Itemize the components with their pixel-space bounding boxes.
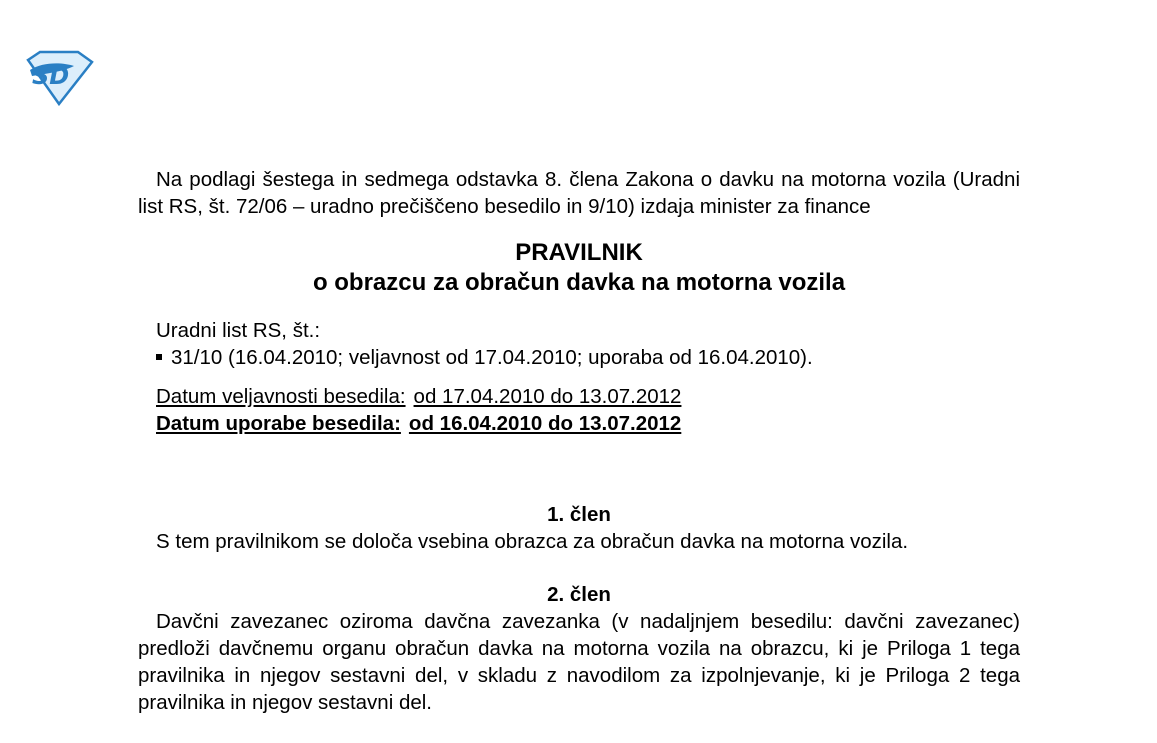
gazette-item bbox=[156, 344, 1020, 371]
use-value: od 16.04.2010 do 13.07.2012 bbox=[408, 412, 682, 435]
regulation-subtitle: o obrazcu za obračun davka na motorna vozila bbox=[312, 269, 846, 296]
gazette-item-text: 31/10 (16.04.2010; veljavnost od 17.04.2010; uporaba od 16.04.2010). bbox=[171, 346, 813, 369]
square-bullet-icon bbox=[156, 354, 162, 360]
regulation-title: PRAVILNIK bbox=[515, 239, 643, 266]
document-body bbox=[138, 166, 1020, 716]
article-1-text: S tem pravilnikom se določa vsebina obrazca za obračun davka na motorna vozila. bbox=[156, 530, 909, 553]
gazette-label: Uradni list RS, št.: bbox=[156, 319, 321, 342]
logo-letters: SD bbox=[32, 62, 70, 90]
validity-value: od 17.04.2010 do 13.07.2012 bbox=[413, 385, 682, 408]
sd-logo-icon bbox=[22, 50, 96, 106]
official-gazette bbox=[138, 317, 1020, 371]
article-2-heading: 2. člen bbox=[547, 583, 611, 606]
article-2-text: Davčni zavezanec oziroma davčna zavezanka (v nadaljnjem besedilu: davčni zavezanec) predloži davčnemu organu obračun davka na motorna vozila na obrazcu, ki je Priloga 1 tega pravilnika in njegov sestavni del, v skladu z navodilom za izpolnjevanje, ki je Priloga 2 tega pravilnika in njegov sestavni del. bbox=[138, 610, 1020, 714]
validity-date-row bbox=[156, 383, 1020, 410]
validity-label: Datum veljavnosti besedila: bbox=[156, 385, 406, 408]
intro-paragraph: Na podlagi šestega in sedmega odstavka 8. člena Zakona o davku na motorna vozila (Uradni list RS, št. 72/06 – uradno prečiščeno besedilo in 9/10) izdaja minister za finance bbox=[138, 168, 1020, 218]
article-1-heading: 1. člen bbox=[547, 503, 611, 526]
use-label: Datum uporabe besedila: bbox=[156, 412, 401, 435]
dates-block bbox=[138, 383, 1020, 437]
use-date-row bbox=[156, 410, 1020, 437]
